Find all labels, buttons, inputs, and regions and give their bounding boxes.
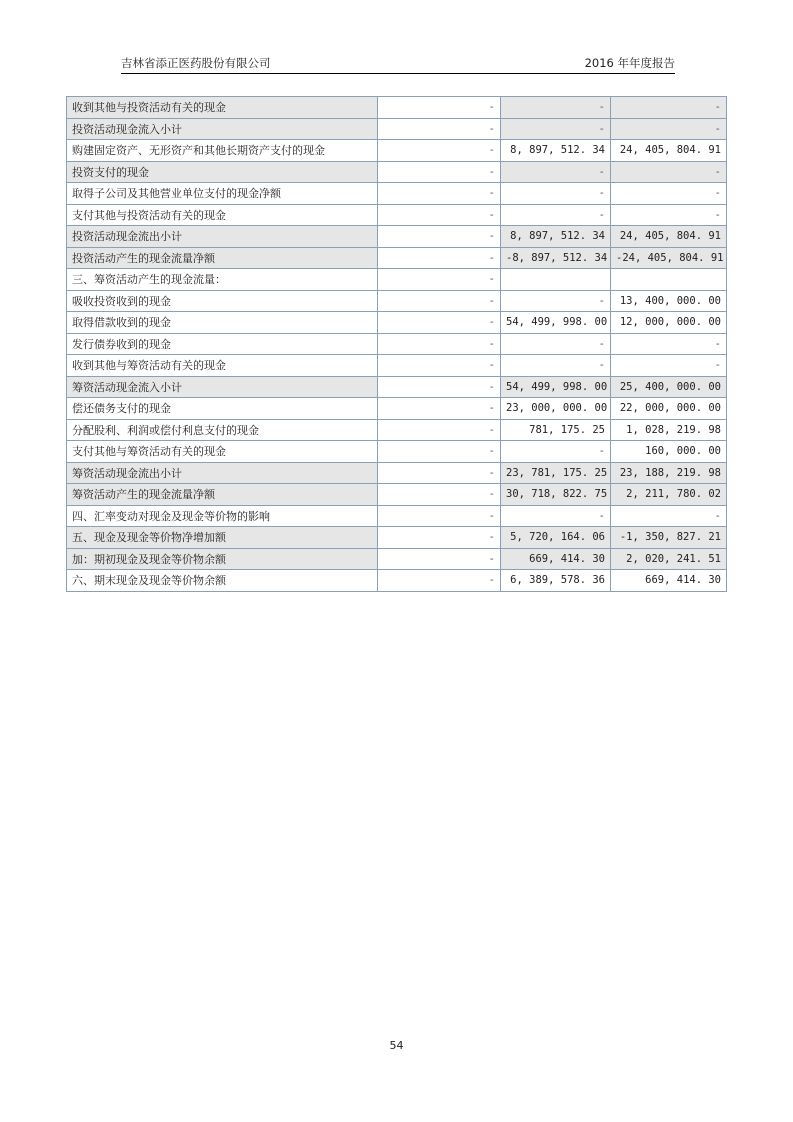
value-cell: 23, 781, 175. 25 <box>501 462 611 484</box>
table-row <box>67 161 727 183</box>
value-cell: 1, 028, 219. 98 <box>611 419 727 441</box>
value-cell <box>611 269 727 291</box>
row-label: 投资活动现金流入小计 <box>67 118 378 140</box>
value-cell: 5, 720, 164. 06 <box>501 527 611 549</box>
value-cell: 781, 175. 25 <box>501 419 611 441</box>
table-row <box>67 183 727 205</box>
table-row <box>67 419 727 441</box>
value-cell: 2, 020, 241. 51 <box>611 548 727 570</box>
row-label: 筹资活动现金流出小计 <box>67 462 378 484</box>
row-label: 投资活动产生的现金流量净额 <box>67 247 378 269</box>
value-cell: 24, 405, 804. 91 <box>611 140 727 162</box>
row-label: 六、期末现金及现金等价物余额 <box>67 570 378 592</box>
row-label: 收到其他与投资活动有关的现金 <box>67 97 378 119</box>
value-cell: - <box>611 505 727 527</box>
row-label: 吸收投资收到的现金 <box>67 290 378 312</box>
value-cell: - <box>611 204 727 226</box>
table-row <box>67 247 727 269</box>
value-cell: 669, 414. 30 <box>611 570 727 592</box>
value-cell: - <box>378 355 501 377</box>
value-cell: -24, 405, 804. 91 <box>611 247 727 269</box>
value-cell: 669, 414. 30 <box>501 548 611 570</box>
table-row <box>67 290 727 312</box>
value-cell: - <box>378 505 501 527</box>
value-cell: 12, 000, 000. 00 <box>611 312 727 334</box>
row-label: 筹资活动现金流入小计 <box>67 376 378 398</box>
table-row <box>67 484 727 506</box>
row-label: 筹资活动产生的现金流量净额 <box>67 484 378 506</box>
value-cell: - <box>501 183 611 205</box>
value-cell: - <box>501 505 611 527</box>
table-row <box>67 118 727 140</box>
value-cell: - <box>501 333 611 355</box>
row-label: 四、汇率变动对现金及现金等价物的影响 <box>67 505 378 527</box>
value-cell: - <box>611 183 727 205</box>
value-cell: - <box>378 183 501 205</box>
value-cell: -1, 350, 827. 21 <box>611 527 727 549</box>
table-row <box>67 226 727 248</box>
row-label: 投资支付的现金 <box>67 161 378 183</box>
table-row <box>67 548 727 570</box>
row-label: 投资活动现金流出小计 <box>67 226 378 248</box>
value-cell: - <box>378 226 501 248</box>
value-cell: - <box>501 118 611 140</box>
value-cell: - <box>378 290 501 312</box>
value-cell: - <box>378 118 501 140</box>
value-cell: -8, 897, 512. 34 <box>501 247 611 269</box>
table-row <box>67 312 727 334</box>
value-cell: 22, 000, 000. 00 <box>611 398 727 420</box>
table-row <box>67 376 727 398</box>
value-cell: 6, 389, 578. 36 <box>501 570 611 592</box>
row-label: 购建固定资产、无形资产和其他长期资产支付的现金 <box>67 140 378 162</box>
value-cell: 160, 000. 00 <box>611 441 727 463</box>
table-row <box>67 269 727 291</box>
row-label: 偿还债务支付的现金 <box>67 398 378 420</box>
row-label: 发行债券收到的现金 <box>67 333 378 355</box>
value-cell: - <box>378 398 501 420</box>
row-label: 收到其他与筹资活动有关的现金 <box>67 355 378 377</box>
table-row <box>67 505 727 527</box>
value-cell: - <box>501 97 611 119</box>
value-cell: - <box>378 527 501 549</box>
table-row <box>67 462 727 484</box>
row-label: 三、筹资活动产生的现金流量： <box>67 269 378 291</box>
company-name: 吉林省添正医药股份有限公司 <box>121 56 271 70</box>
value-cell: - <box>378 312 501 334</box>
value-cell: - <box>378 140 501 162</box>
table-row <box>67 527 727 549</box>
table-row <box>67 140 727 162</box>
row-label: 支付其他与投资活动有关的现金 <box>67 204 378 226</box>
value-cell: 24, 405, 804. 91 <box>611 226 727 248</box>
page-header <box>121 55 675 74</box>
value-cell: - <box>378 462 501 484</box>
value-cell: 8, 897, 512. 34 <box>501 226 611 248</box>
table-row <box>67 97 727 119</box>
value-cell: - <box>378 161 501 183</box>
value-cell: - <box>501 204 611 226</box>
value-cell: - <box>378 484 501 506</box>
value-cell: 23, 000, 000. 00 <box>501 398 611 420</box>
value-cell <box>501 269 611 291</box>
value-cell: - <box>611 355 727 377</box>
table-row <box>67 398 727 420</box>
value-cell: 25, 400, 000. 00 <box>611 376 727 398</box>
value-cell: - <box>378 204 501 226</box>
value-cell: 13, 400, 000. 00 <box>611 290 727 312</box>
value-cell: - <box>501 161 611 183</box>
value-cell: - <box>611 97 727 119</box>
value-cell: - <box>501 441 611 463</box>
row-label: 取得借款收到的现金 <box>67 312 378 334</box>
value-cell: 2, 211, 780. 02 <box>611 484 727 506</box>
row-label: 五、现金及现金等价物净增加额 <box>67 527 378 549</box>
table-row <box>67 355 727 377</box>
row-label: 支付其他与筹资活动有关的现金 <box>67 441 378 463</box>
row-label: 分配股利、利润或偿付利息支付的现金 <box>67 419 378 441</box>
table-row <box>67 570 727 592</box>
table-row <box>67 204 727 226</box>
table-row <box>67 441 727 463</box>
value-cell: - <box>501 290 611 312</box>
row-label: 取得子公司及其他营业单位支付的现金净额 <box>67 183 378 205</box>
value-cell: - <box>378 269 501 291</box>
report-title: 2016 年年度报告 <box>584 56 675 70</box>
value-cell: 30, 718, 822. 75 <box>501 484 611 506</box>
value-cell: - <box>378 97 501 119</box>
value-cell: - <box>378 247 501 269</box>
table-row <box>67 333 727 355</box>
value-cell: - <box>378 333 501 355</box>
cash-flow-table <box>66 96 727 592</box>
page-number: 54 <box>389 1039 404 1052</box>
value-cell: - <box>611 333 727 355</box>
value-cell: 8, 897, 512. 34 <box>501 140 611 162</box>
value-cell: - <box>378 376 501 398</box>
value-cell: 54, 499, 998. 00 <box>501 376 611 398</box>
value-cell: - <box>611 118 727 140</box>
value-cell: 54, 499, 998. 00 <box>501 312 611 334</box>
value-cell: - <box>378 570 501 592</box>
value-cell: - <box>378 419 501 441</box>
value-cell: 23, 188, 219. 98 <box>611 462 727 484</box>
value-cell: - <box>611 161 727 183</box>
value-cell: - <box>501 355 611 377</box>
value-cell: - <box>378 548 501 570</box>
value-cell: - <box>378 441 501 463</box>
row-label: 加：期初现金及现金等价物余额 <box>67 548 378 570</box>
